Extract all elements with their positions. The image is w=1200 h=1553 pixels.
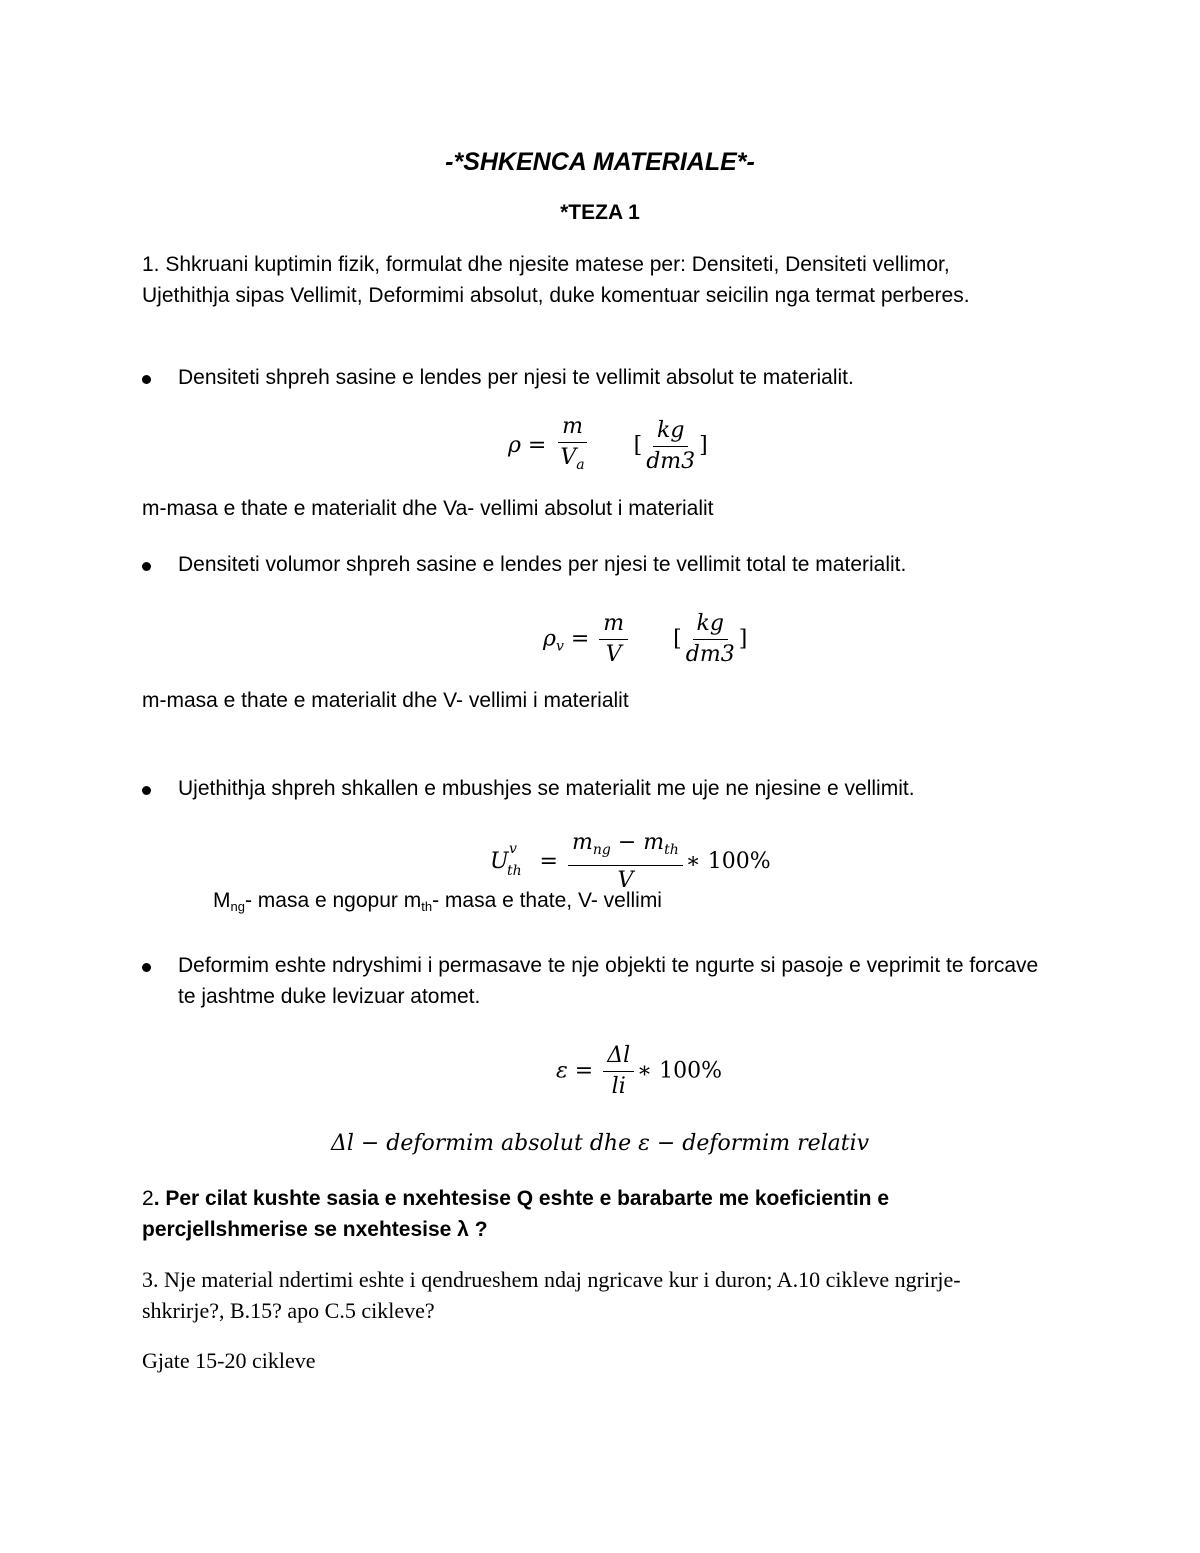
question-2: 2. Per cilat kushte sasia e nxehtesise Q eshte e barabarte me koeficientin e percjellshmerise se nxehtesise λ ? bbox=[142, 1187, 890, 1241]
formula-water-absorption: U v th = $\frac{m_{ng} - m_{th}}{V}$ ∗ 100% bbox=[490, 830, 771, 893]
note-density: m-masa e thate e materialit dhe Va- vellimi absolut i materialit bbox=[142, 497, 714, 520]
formula-deformation: ε = $\frac{\Delta l}{li}$ ∗ 100% bbox=[556, 1043, 723, 1099]
formula-density-lhs: ρ = bbox=[508, 433, 547, 458]
formula-density-fraction bbox=[556, 414, 588, 478]
fraction-numerator: m bbox=[558, 414, 587, 443]
bullet-dot bbox=[142, 963, 151, 972]
formula-volumetric-density: $\rho_v$ = $\frac{m}{V}$ [ $\frac{kg}{dm3}$ ] bbox=[543, 611, 748, 667]
question-1: 1. Shkruani kuptimin fizik, formulat dhe njesite matese per: Densiteti, Densiteti vellimor, Ujethithja sipas Vellimit, Deformimi absolut, duke komentuar seicilin nga termat perberes. bbox=[142, 253, 970, 307]
document-subtitle: *TEZA 1 bbox=[560, 201, 640, 224]
unit-bracket-close: ] bbox=[699, 433, 708, 458]
fraction-denominator: $V_a$ bbox=[560, 445, 585, 473]
deformation-description: Δl − deformim absolut dhe ε − deformim relativ bbox=[330, 1131, 870, 1156]
bullet-water-absorption: Ujethithja shpreh shkallen e mbushjes se materialit me uje ne njesine e vellimit. bbox=[178, 777, 915, 800]
bullet-density: Densiteti shpreh sasine e lendes per njesi te vellimit absolut te materialit. bbox=[178, 366, 854, 389]
question-3: 3. Nje material ndertimi eshte i qendrueshem ndaj ngricave kur i duron; A.10 cikleve ngrirje-shkrirje?, B.15? apo C.5 cikleve? bbox=[142, 1267, 961, 1323]
unit-bracket-open: [ bbox=[633, 433, 643, 458]
formula-density bbox=[508, 414, 708, 478]
document-title: -*SHKENCA MATERIALE*- bbox=[445, 148, 755, 176]
bullet-volumetric-density: Densiteti volumor shpreh sasine e lendes per njesi te vellimit total te materialit. bbox=[178, 553, 907, 576]
bullet-dot bbox=[142, 562, 151, 571]
answer-3: Gjate 15-20 cikleve bbox=[142, 1348, 316, 1373]
unit-numerator: kg bbox=[653, 418, 688, 447]
bullet-dot bbox=[142, 375, 151, 384]
bullet-dot bbox=[142, 786, 151, 795]
formula-water-absorption-fraction: $\frac{m_{ng} - m_{th}}{V}$ bbox=[568, 830, 683, 894]
note-water-absorption: $M_{ng}-$ masa e ngopur $m_{th}-$ masa e thate, V- vellimi bbox=[213, 889, 662, 914]
bullet-deformation: Deformim eshte ndryshimi i permasave te nje objekti te ngurte si pasoje e veprimit te forcave te jashtme duke levizuar atomet. bbox=[178, 954, 1039, 1008]
formula-density-unit bbox=[642, 418, 699, 475]
note-volumetric-density: m-masa e thate e materialit dhe V- vellimi i materialit bbox=[142, 689, 629, 712]
unit-denominator: dm3 bbox=[646, 448, 696, 474]
formula-volumetric-unit: $\frac{kg}{dm3}$ bbox=[685, 611, 735, 667]
formula-volumetric-fraction: $\frac{m}{V}$ bbox=[599, 611, 628, 668]
formula-deformation-fraction: $\frac{\Delta l}{li}$ bbox=[603, 1043, 634, 1100]
